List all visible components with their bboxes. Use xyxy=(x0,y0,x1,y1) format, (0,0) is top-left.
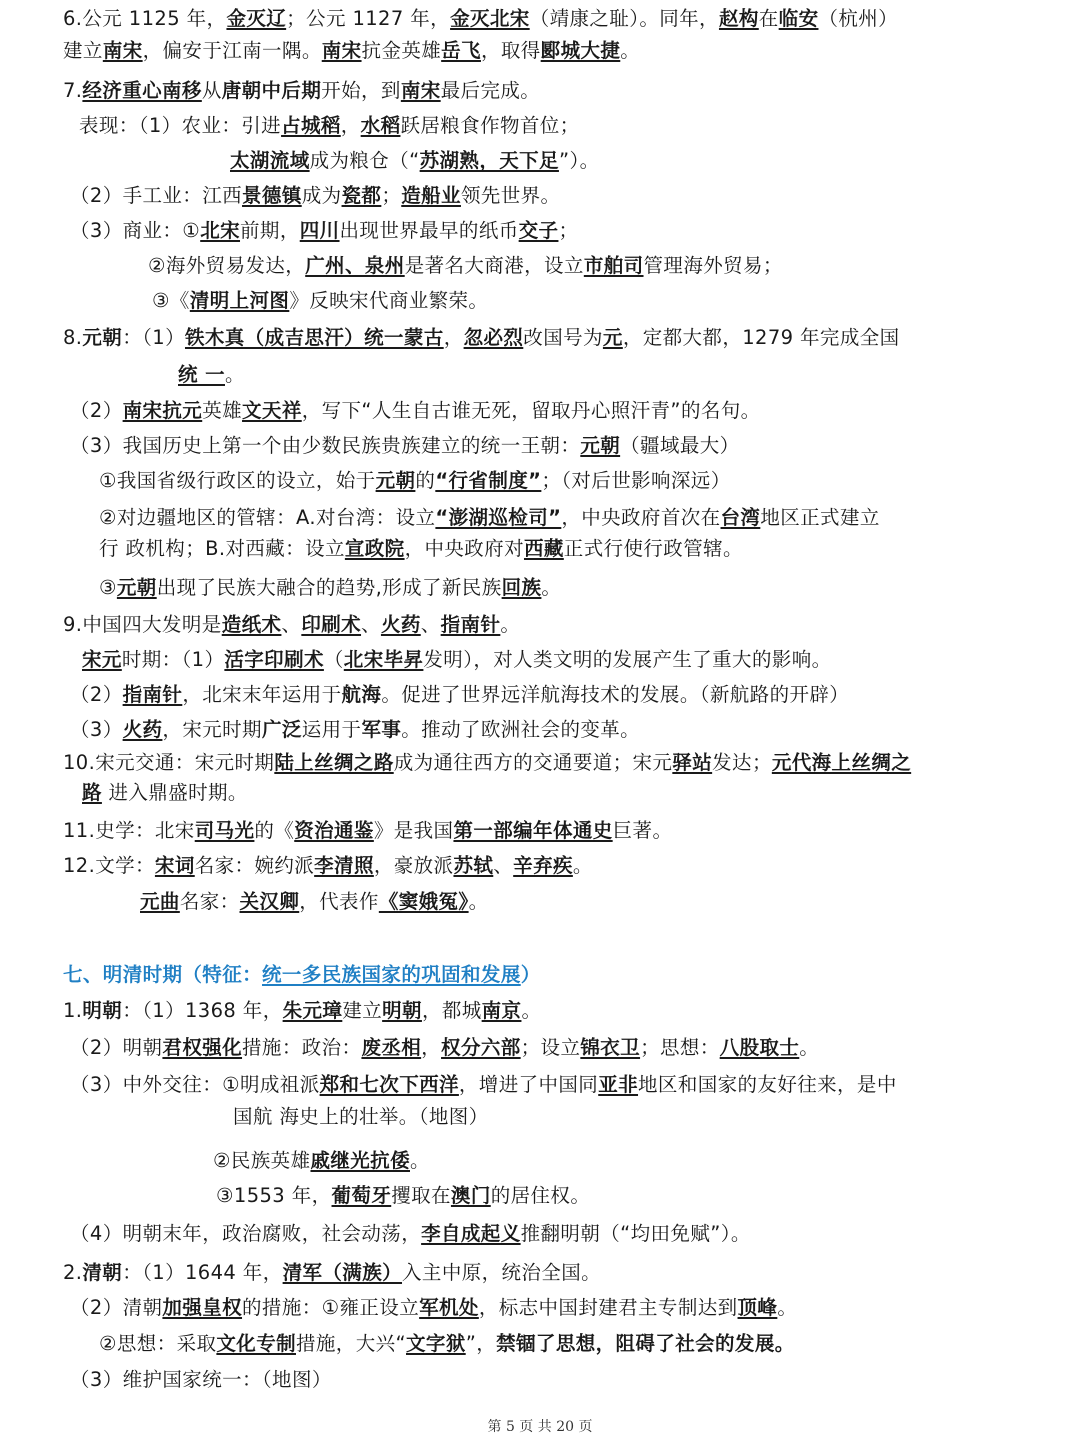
key-term: 活字印刷术 xyxy=(224,648,324,671)
key-term: 回族 xyxy=(501,576,542,599)
text-line xyxy=(70,717,640,743)
text-segment: 正式行使行政管辖。 xyxy=(563,537,743,560)
text-segment: 发达； xyxy=(712,751,772,774)
text-line xyxy=(70,1295,797,1321)
text-segment: 运用于 xyxy=(301,718,362,741)
text-segment: 建立 xyxy=(63,39,103,62)
text-segment: 从 xyxy=(201,79,222,102)
text-segment: 措施，大兴“ xyxy=(296,1332,407,1355)
text-line xyxy=(82,780,248,806)
text-segment: 军事 xyxy=(361,718,402,741)
text-segment: 广泛 xyxy=(261,718,302,741)
text-segment: 名家： xyxy=(179,890,240,913)
text-segment: ，写下“人生自古谁无死，留取丹心照汗青”的名句。 xyxy=(301,399,761,422)
text-segment: 明朝 xyxy=(82,999,123,1022)
text-segment: 措施：政治： xyxy=(242,1036,362,1059)
key-term: 驿站 xyxy=(672,751,713,774)
text-segment: 攫取在 xyxy=(391,1184,451,1207)
key-term: 太湖流域 xyxy=(230,149,310,172)
key-term: 景德镇 xyxy=(242,184,302,207)
text-line xyxy=(63,612,520,638)
text-segment: 抗金英雄 xyxy=(361,39,442,62)
text-line xyxy=(213,1148,430,1174)
text-segment: （杭州） xyxy=(818,7,899,30)
key-term: 印刷术 xyxy=(301,613,362,636)
text-line xyxy=(148,253,783,279)
key-term: 占城稻 xyxy=(281,114,341,137)
key-term: 资治通鉴 xyxy=(294,819,374,842)
key-term: “澎湖巡检司” xyxy=(435,506,562,529)
text-line xyxy=(70,1035,819,1061)
text-segment: 是著名大商港，设立 xyxy=(404,254,584,277)
text-segment: 的措施：①雍正设立 xyxy=(242,1296,420,1319)
text-line xyxy=(99,536,743,562)
text-segment: ， xyxy=(443,326,464,349)
key-term: 废丞相 xyxy=(361,1036,422,1059)
text-segment: （ xyxy=(323,648,344,671)
key-term: 指南针 xyxy=(440,613,501,636)
text-segment: 表现：（1）农业：引进 xyxy=(79,114,282,137)
text-segment: （2） xyxy=(70,683,123,706)
key-term: 加强皇权 xyxy=(162,1296,243,1319)
key-term: 造船业 xyxy=(401,184,461,207)
text-segment: 10.宋元交通：宋元时期 xyxy=(63,751,275,774)
text-line xyxy=(230,148,600,174)
text-segment: ；公元 1127 年， xyxy=(286,7,451,30)
text-segment: 、 xyxy=(420,613,441,636)
text-segment: 管理海外贸易； xyxy=(643,254,783,277)
text-segment: 。 xyxy=(225,363,245,386)
text-segment: 、 xyxy=(361,613,381,636)
text-segment: 英雄 xyxy=(202,399,243,422)
key-term: 瓷都 xyxy=(341,184,382,207)
text-segment: （4）明朝末年，政治腐败，社会动荡， xyxy=(70,1222,422,1245)
key-term: 元 xyxy=(602,326,623,349)
text-segment: 在 xyxy=(758,7,779,30)
text-line xyxy=(70,1221,751,1247)
key-term: 李自成起义 xyxy=(421,1222,521,1245)
text-line xyxy=(63,998,541,1024)
text-line xyxy=(63,78,540,104)
text-segment: ，都城 xyxy=(421,999,482,1022)
key-term: 宋词 xyxy=(154,854,195,877)
key-term: 火药 xyxy=(122,718,163,741)
text-segment: ， xyxy=(340,114,361,137)
key-term: 南京 xyxy=(481,999,522,1022)
text-segment: 行 政机构；B.对西藏：设立 xyxy=(99,537,345,560)
text-line xyxy=(99,575,561,601)
key-term: 水稻 xyxy=(360,114,401,137)
text-segment: 的居住权。 xyxy=(490,1184,591,1207)
key-term: 辛弃疾 xyxy=(513,854,573,877)
text-segment: 成为粮仓（“ xyxy=(309,149,420,172)
text-line xyxy=(63,1260,601,1286)
text-segment: 。 xyxy=(468,890,489,913)
key-term: 朱元璋 xyxy=(282,999,343,1022)
text-segment: 改国号为 xyxy=(523,326,603,349)
text-line xyxy=(63,853,593,879)
key-term: 李清照 xyxy=(314,854,374,877)
key-term: 苏轼 xyxy=(453,854,494,877)
key-term: 经济重心南移 xyxy=(82,79,202,102)
text-segment: 2. xyxy=(63,1261,83,1284)
text-segment: （2） xyxy=(70,399,123,422)
text-segment: ”， xyxy=(465,1332,497,1355)
text-line xyxy=(70,1072,897,1098)
text-segment: （靖康之耻）。同年， xyxy=(529,7,719,30)
text-segment: 航海 xyxy=(341,683,382,706)
text-segment: ②民族英雄 xyxy=(213,1149,311,1172)
text-segment: 七、明清时期（特征： xyxy=(63,963,263,986)
key-term: 南宋抗元 xyxy=(122,399,203,422)
key-term: 明朝 xyxy=(382,999,422,1022)
text-segment: ，定都大都，1279 年完成全国 xyxy=(622,326,900,349)
text-line xyxy=(70,1367,332,1393)
key-term: 统一多民族国家的巩固和发展 xyxy=(262,963,521,986)
text-segment: 领先世界。 xyxy=(460,184,561,207)
text-segment: ，偏安于江南一隅。 xyxy=(142,39,322,62)
text-segment: 。 xyxy=(410,1149,430,1172)
text-segment: ，增进了中国同 xyxy=(458,1073,599,1096)
text-line xyxy=(63,38,640,64)
text-segment: 地区正式建立 xyxy=(760,506,880,529)
text-segment: ②思想：采取 xyxy=(99,1332,217,1355)
text-segment: 前期， xyxy=(240,219,300,242)
key-term: 统 一 xyxy=(178,363,225,386)
text-segment: 元朝 xyxy=(82,326,123,349)
text-segment: 。 xyxy=(572,854,593,877)
text-line xyxy=(63,818,672,844)
text-segment: 唐朝中后期 xyxy=(221,79,322,102)
text-line xyxy=(178,362,245,388)
text-segment: 9.中国四大发明是 xyxy=(63,613,222,636)
text-segment: 。 xyxy=(521,999,542,1022)
text-line xyxy=(82,647,832,673)
text-segment: （疆域最大） xyxy=(620,434,740,457)
text-segment: ，中央政府首次在 xyxy=(561,506,721,529)
text-segment: ； xyxy=(558,219,579,242)
key-term: 八股取士 xyxy=(719,1036,800,1059)
text-segment: 出现世界最早的纸币 xyxy=(339,219,519,242)
key-term: 宋元 xyxy=(82,648,122,671)
text-segment: ，宋元时期 xyxy=(162,718,262,741)
text-segment: ，代表作 xyxy=(299,890,379,913)
text-line xyxy=(99,1331,795,1357)
key-term: 权分六部 xyxy=(441,1036,521,1059)
key-term: 金灭辽 xyxy=(226,7,287,30)
text-segment: 巨著。 xyxy=(612,819,673,842)
key-term: 南宋 xyxy=(400,79,441,102)
key-term: 文化专制 xyxy=(216,1332,296,1355)
text-line xyxy=(216,1183,590,1209)
key-term: 锦衣卫 xyxy=(580,1036,641,1059)
text-segment: ②对边疆地区的管辖：A.对台湾：设立 xyxy=(99,506,436,529)
text-segment: ，豪放派 xyxy=(373,854,454,877)
key-term: 火药 xyxy=(380,613,421,636)
text-line xyxy=(70,433,740,459)
text-segment: 。 xyxy=(620,39,641,62)
text-segment: 成为通往西方的交通要道；宋元 xyxy=(393,751,673,774)
page-footer: 第 5 页 共 20 页 xyxy=(487,1419,593,1435)
text-segment: ：（1） xyxy=(122,326,185,349)
text-segment: ；设立 xyxy=(520,1036,581,1059)
text-segment: 出现了民族大融合的趋势,形成了新民族 xyxy=(156,576,502,599)
text-segment: 名家：婉约派 xyxy=(194,854,315,877)
key-term: 澳门 xyxy=(450,1184,491,1207)
text-segment: ， xyxy=(421,1036,442,1059)
key-term: 亚非 xyxy=(598,1073,639,1096)
text-segment: ，北宋末年运用于 xyxy=(182,683,342,706)
key-term: 司马光 xyxy=(194,819,255,842)
text-line xyxy=(140,889,489,915)
text-segment: 推翻明朝（“均田免赋”）。 xyxy=(520,1222,751,1245)
key-term: 第一部编年体通史 xyxy=(453,819,613,842)
key-term: 清军（满族） xyxy=(282,1261,403,1284)
text-segment: ：（1）1644 年， xyxy=(122,1261,283,1284)
key-term: 北宋 xyxy=(200,219,241,242)
text-segment: 6.公元 1125 年， xyxy=(63,7,227,30)
text-segment: 12.文学： xyxy=(63,854,155,877)
key-term: 郾城大捷 xyxy=(540,39,621,62)
text-segment: 。 xyxy=(541,576,562,599)
text-line xyxy=(63,325,900,351)
key-term: 铁木真（成吉思汗）统一蒙古 xyxy=(184,326,444,349)
key-term: 岳飞 xyxy=(441,39,481,62)
key-term: 造纸术 xyxy=(221,613,282,636)
key-term: 临安 xyxy=(778,7,819,30)
text-line xyxy=(79,113,580,139)
text-segment: （3）商业：① xyxy=(70,219,201,242)
text-segment: 11.史学：北宋 xyxy=(63,819,195,842)
text-line xyxy=(70,398,761,424)
text-segment: 8. xyxy=(63,326,83,349)
key-term: 赵构 xyxy=(718,7,759,30)
text-segment: ③1553 年， xyxy=(216,1184,332,1207)
key-term: 指南针 xyxy=(122,683,183,706)
text-segment: 开始，到 xyxy=(321,79,401,102)
text-segment: 时期：（1） xyxy=(121,648,225,671)
key-term: 文字狱 xyxy=(406,1332,466,1355)
key-term: 顶峰 xyxy=(737,1296,778,1319)
text-segment: 、 xyxy=(281,613,302,636)
text-segment: ；思想： xyxy=(640,1036,720,1059)
text-segment: 禁锢了思想，阻碍了社会的发展。 xyxy=(496,1332,795,1355)
text-segment: 国航 海史上的壮举。（地图） xyxy=(233,1105,489,1128)
text-segment: （2）明朝 xyxy=(70,1036,163,1059)
key-term: 南宋 xyxy=(321,39,362,62)
key-term: 元曲 xyxy=(140,890,180,913)
text-segment: ，取得 xyxy=(480,39,541,62)
text-segment: 地区和国家的友好往来，是中 xyxy=(638,1073,897,1096)
text-segment: 。 xyxy=(500,613,521,636)
text-segment: 7. xyxy=(63,79,83,102)
text-segment: ②海外贸易发达， xyxy=(148,254,306,277)
text-segment: （3） xyxy=(70,718,123,741)
text-segment: ”）。 xyxy=(558,149,600,172)
text-segment: 入主中原，统治全国。 xyxy=(402,1261,602,1284)
text-segment: 、 xyxy=(493,854,514,877)
text-segment: （2）手工业：江西 xyxy=(70,184,243,207)
text-segment: ③ xyxy=(99,576,117,599)
key-term: 交子 xyxy=(518,219,559,242)
text-line xyxy=(70,682,849,708)
text-line xyxy=(233,1104,489,1130)
key-term: 宣政院 xyxy=(344,537,405,560)
key-term: 台湾 xyxy=(720,506,761,529)
text-line xyxy=(63,6,898,32)
key-term: 忽必烈 xyxy=(463,326,524,349)
text-segment: 成为 xyxy=(301,184,342,207)
text-segment: 。推动了欧洲社会的变革。 xyxy=(401,718,641,741)
text-segment: 最后完成。 xyxy=(440,79,541,102)
key-term: 郑和七次下西洋 xyxy=(319,1073,459,1096)
key-term: 戚继光抗倭 xyxy=(310,1149,410,1172)
text-segment: ③《 xyxy=(152,289,190,312)
text-segment: 》反映宋代商业繁荣。 xyxy=(289,289,489,312)
key-term: 元朝 xyxy=(375,469,416,492)
text-segment: ） xyxy=(520,963,541,986)
text-segment: （3）中外交往：①明成祖派 xyxy=(70,1073,320,1096)
text-line xyxy=(152,288,488,314)
key-term: 清明上河图 xyxy=(189,289,290,312)
text-segment: 建立 xyxy=(342,999,383,1022)
text-segment: 。 xyxy=(777,1296,798,1319)
key-term: 南宋 xyxy=(102,39,143,62)
key-term: 葡萄牙 xyxy=(331,1184,392,1207)
text-segment: （2）清朝 xyxy=(70,1296,163,1319)
key-term: 陆上丝绸之路 xyxy=(274,751,394,774)
text-segment: 的《 xyxy=(254,819,295,842)
text-segment: ；（对后世影响深远） xyxy=(541,469,731,492)
text-segment: 》是我国 xyxy=(373,819,454,842)
text-segment: ，中央政府对 xyxy=(404,537,524,560)
text-line xyxy=(99,468,731,494)
text-segment: 。 xyxy=(799,1036,820,1059)
key-term: 北宋毕昇 xyxy=(343,648,424,671)
text-line xyxy=(70,218,578,244)
key-term: 文天祥 xyxy=(242,399,302,422)
key-term: 苏湖熟，天下足 xyxy=(419,149,559,172)
text-segment: 的 xyxy=(415,469,436,492)
key-term: 《窦娥冤》 xyxy=(378,890,469,913)
key-term: 市舶司 xyxy=(583,254,644,277)
key-term: 元朝 xyxy=(116,576,157,599)
text-segment: 。促进了世界远洋航海技术的发展。（新航路的开辟） xyxy=(381,683,850,706)
key-term: 金灭北宋 xyxy=(450,7,530,30)
key-term: 元代海上丝绸之 xyxy=(771,751,912,774)
text-segment: 清朝 xyxy=(82,1261,123,1284)
text-segment: 跃居粮食作物首位； xyxy=(400,114,580,137)
key-term: 军机处 xyxy=(419,1296,479,1319)
key-term: 四川 xyxy=(299,219,340,242)
text-segment: 1. xyxy=(63,999,83,1022)
text-segment: （3）维护国家统一：（地图） xyxy=(70,1368,332,1391)
text-line xyxy=(63,750,911,776)
text-segment: （3）我国历史上第一个由少数民族贵族建立的统一王朝： xyxy=(70,434,581,457)
section-heading xyxy=(63,962,541,988)
text-segment: ：（1）1368 年， xyxy=(122,999,283,1022)
key-term: 君权强化 xyxy=(162,1036,243,1059)
text-line xyxy=(70,183,560,209)
key-term: 关汉卿 xyxy=(239,890,300,913)
key-term: 广州、泉州 xyxy=(305,254,405,277)
text-segment: ； xyxy=(381,184,402,207)
text-segment: 进入鼎盛时期。 xyxy=(101,781,248,804)
key-term: 路 xyxy=(82,781,102,804)
key-term: 西藏 xyxy=(523,537,564,560)
text-segment: ，标志中国封建君主专制达到 xyxy=(478,1296,738,1319)
text-segment: ①我国省级行政区的设立，始于 xyxy=(99,469,376,492)
key-term: “行省制度” xyxy=(435,469,542,492)
text-segment: 发明），对人类文明的发展产生了重大的影响。 xyxy=(423,648,832,671)
text-line xyxy=(99,505,880,531)
key-term: 元朝 xyxy=(580,434,621,457)
